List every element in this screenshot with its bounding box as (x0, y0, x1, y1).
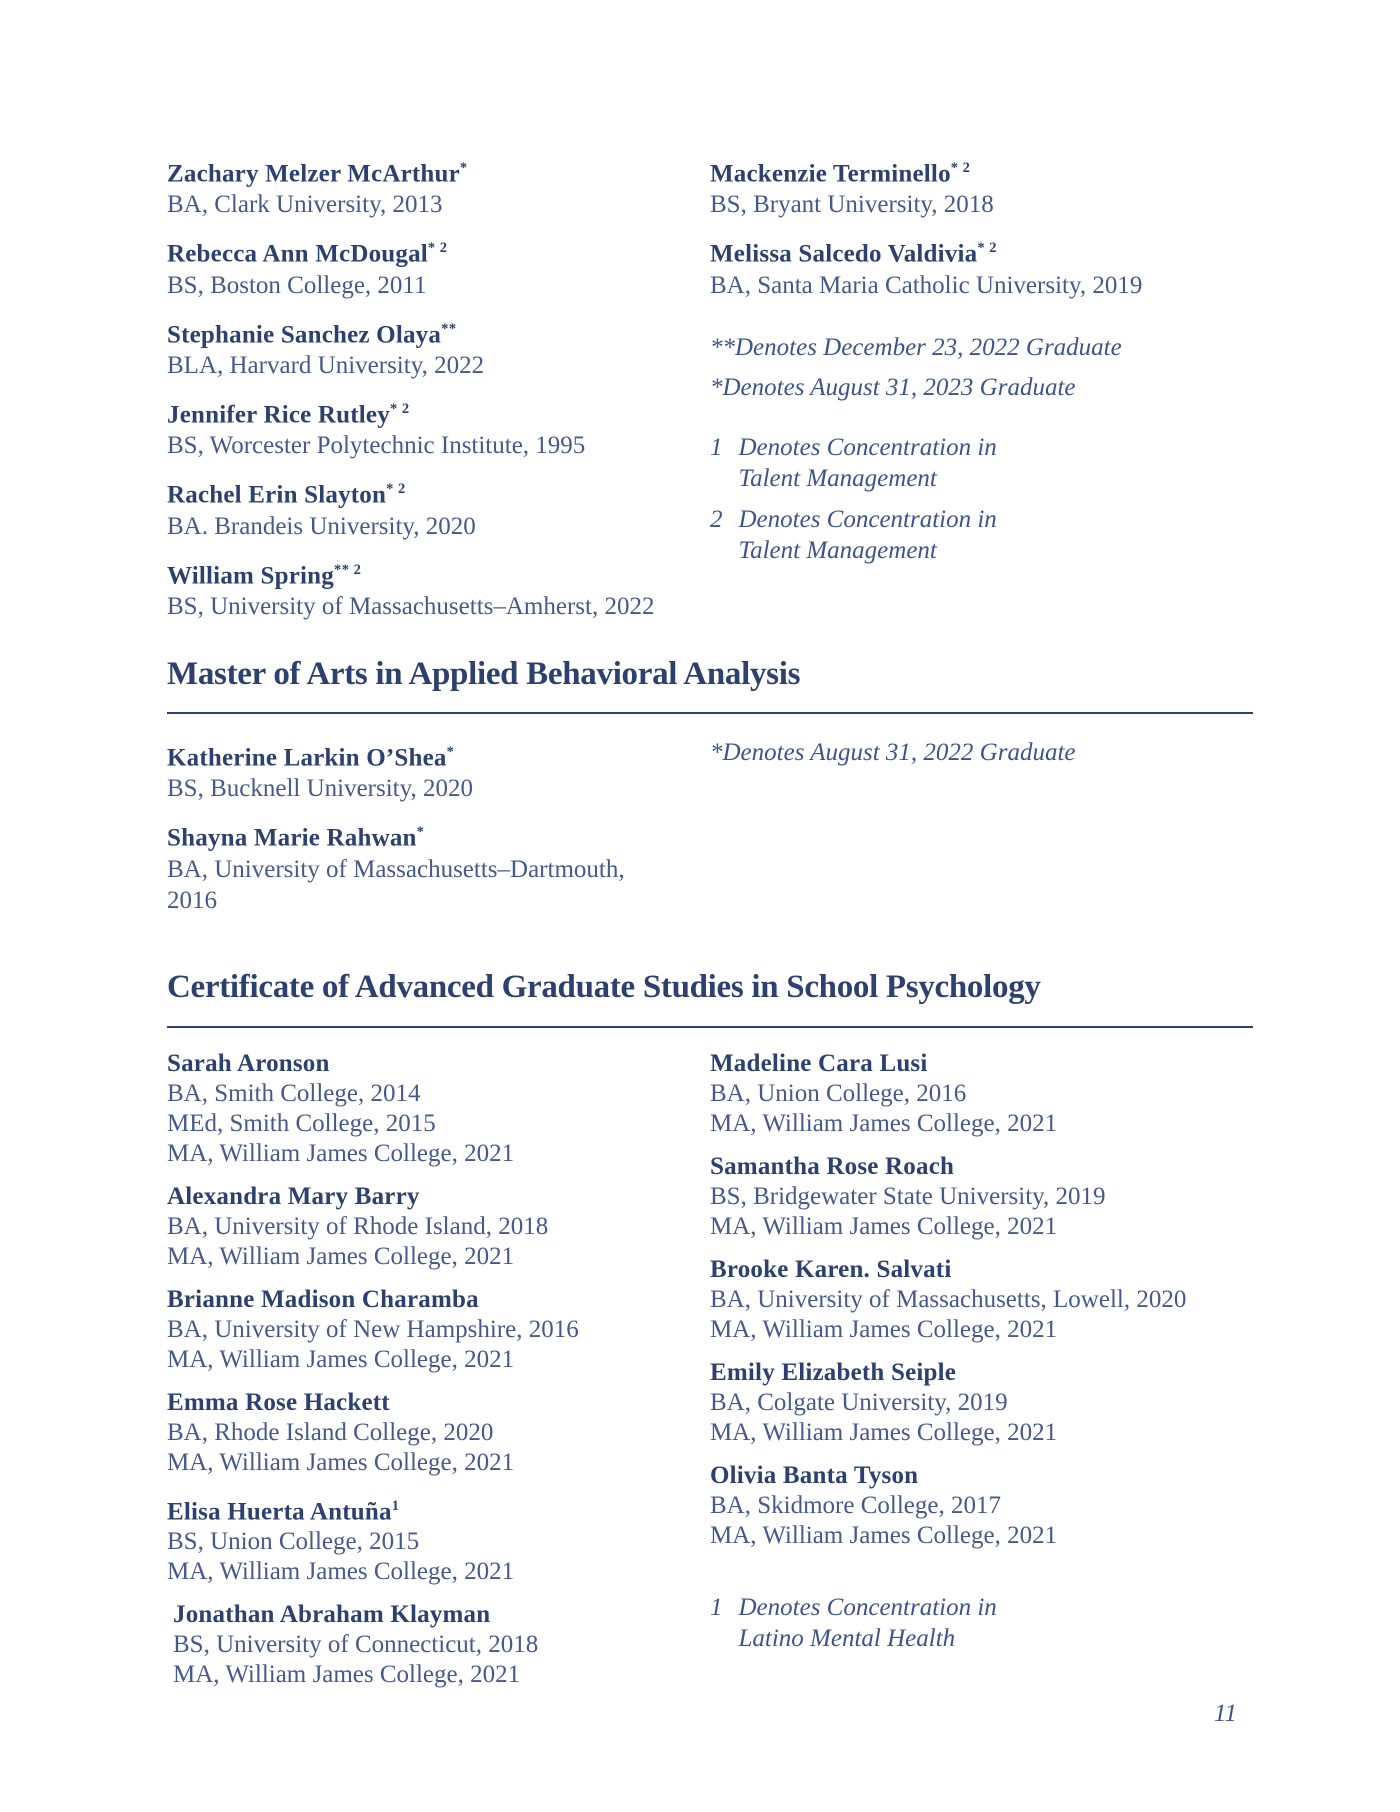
graduate-marker: * 2 (386, 481, 406, 498)
graduate-entry (710, 153, 1270, 220)
degree-line: MA, William James College, 2021 (167, 1558, 515, 1586)
graduate-name: Brianne Madison Charamba (167, 1286, 479, 1313)
graduate-entry (167, 314, 712, 381)
degree-line: BS, Boston College, 2011 (167, 271, 427, 299)
note-number: 1 (710, 1594, 723, 1621)
graduate-name (167, 737, 727, 773)
note-line: Talent Management (738, 465, 937, 492)
graduate-name (167, 1491, 712, 1527)
degree-line: MEd, Smith College, 2015 (167, 1110, 436, 1137)
graduate-name-text: William Spring (167, 561, 334, 589)
graduate-name-text: Elisa Huerta Antuña (167, 1498, 392, 1526)
degree-line: BA, University of Massachusetts–Dartmouth, (167, 855, 625, 883)
degree-line: MA, William James College, 2021 (710, 1419, 1058, 1446)
degree-line: BS, Bridgewater State University, 2019 (710, 1183, 1106, 1210)
section-title-cags-school-psychology: Certificate of Advanced Graduate Studies in School Psychology (167, 969, 1041, 1005)
graduate-entry (167, 737, 727, 804)
cags-right-column (710, 1049, 1270, 1564)
note-number: 2 (710, 506, 723, 533)
graduate-name: Emily Elizabeth Seiple (710, 1359, 957, 1386)
degree-line: BA, Rhode Island College, 2020 (167, 1419, 494, 1446)
graduate-name-text: Katherine Larkin O’Shea (167, 744, 447, 772)
aba-star-note: *Denotes August 31, 2022 Graduate (710, 739, 1076, 766)
degree-line: BS, University of Massachusetts–Amherst, 2022 (167, 592, 655, 620)
graduate-entry (167, 1049, 712, 1169)
aba-entries-column (167, 737, 727, 929)
graduate-marker: * (416, 824, 425, 841)
graduate-entry (167, 1285, 712, 1375)
graduate-entry (167, 817, 727, 915)
degree-line: BA, Colgate University, 2019 (710, 1389, 1008, 1416)
degree-line: MA, William James College, 2021 (710, 1522, 1058, 1549)
graduate-name (167, 394, 712, 430)
graduate-entry (710, 233, 1270, 300)
degree-line: BA. Brandeis University, 2020 (167, 512, 476, 540)
cags-numbered-note (710, 1592, 997, 1664)
degree-line: BS, Bucknell University, 2020 (167, 775, 474, 803)
degree-line: BA, University of Massachusetts, Lowell, 2020 (710, 1286, 1187, 1313)
graduate-marker: * 2 (950, 160, 971, 176)
graduate-name: Madeline Cara Lusi (710, 1050, 928, 1077)
cags-left-column (167, 1049, 712, 1703)
degree-line: BA, Clark University, 2013 (167, 191, 443, 219)
graduate-entry (710, 1358, 1270, 1448)
degree-line: BS, Union College, 2015 (167, 1528, 420, 1556)
graduate-name (167, 153, 712, 189)
graduate-name: Brooke Karen. Salvati (710, 1256, 952, 1283)
degree-line: BA, Smith College, 2014 (167, 1080, 421, 1107)
degree-line: MA, William James College, 2021 (167, 1346, 515, 1373)
concentration-note (710, 432, 997, 494)
degree-line: BA, University of Rhode Island, 2018 (167, 1213, 549, 1240)
graduate-name-text: Mackenzie Terminello (710, 160, 951, 188)
degree-line: MA, William James College, 2021 (710, 1213, 1058, 1240)
degree-line: MA, William James College, 2021 (710, 1316, 1058, 1343)
graduate-name (167, 474, 712, 510)
graduate-marker: 1 (391, 1498, 400, 1514)
graduate-entry (167, 394, 712, 461)
graduate-name (167, 314, 712, 350)
concentration-note (710, 1592, 997, 1654)
degree-line: BA, Skidmore College, 2017 (710, 1492, 1001, 1519)
note-text (739, 432, 997, 494)
degree-line: BA, Union College, 2016 (710, 1080, 967, 1107)
graduate-marker: * (446, 744, 455, 760)
graduate-name-text: Jennifer Rice Rutley (167, 401, 390, 429)
graduate-name: Sarah Aronson (167, 1050, 330, 1077)
note-line: Denotes Concentration in (738, 506, 997, 533)
degree-line: MA, William James College, 2021 (710, 1110, 1058, 1137)
degree-line: BA, University of New Hampshire, 2016 (167, 1316, 579, 1343)
note-line: Talent Management (738, 537, 937, 564)
graduate-name-text: Rachel Erin Slayton (167, 481, 387, 509)
graduate-name: Jonathan Abraham Klayman (173, 1601, 491, 1629)
degree-line: MA, William James College, 2021 (167, 1243, 515, 1270)
graduate-marker: * 2 (427, 240, 448, 257)
top-numbered-notes (710, 432, 997, 576)
graduate-name: Alexandra Mary Barry (167, 1183, 420, 1210)
top-list-right-column (710, 153, 1270, 314)
graduate-name: Olivia Banta Tyson (710, 1462, 919, 1489)
graduate-name-text: Rebecca Ann McDougal (167, 240, 428, 268)
graduate-entry (167, 1182, 712, 1272)
top-list-left-column (167, 153, 712, 635)
graduate-entry (167, 555, 712, 622)
graduate-name-text: Shayna Marie Rahwan (167, 824, 417, 852)
page-number: 11 (1213, 1700, 1237, 1727)
graduate-name (710, 233, 1270, 269)
graduate-marker: ** 2 (333, 561, 362, 578)
graduate-marker: * (459, 160, 468, 176)
degree-line: MA, William James College, 2021 (173, 1661, 521, 1689)
degree-line: BA, Santa Maria Catholic University, 2019 (710, 271, 1143, 299)
graduate-name-text: Zachary Melzer McArthur (167, 160, 460, 188)
section-title-applied-behavioral-analysis: Master of Arts in Applied Behavioral Analysis (167, 656, 801, 692)
section-divider-rule (167, 712, 1253, 714)
graduate-name: Emma Rose Hackett (167, 1389, 390, 1416)
graduate-marker: ** (441, 320, 457, 337)
top-star-notes (710, 332, 1122, 412)
graduate-entry (710, 1255, 1270, 1345)
graduate-name-text: Melissa Salcedo Valdivia (710, 240, 978, 268)
degree-line: BLA, Harvard University, 2022 (167, 351, 485, 379)
graduate-entry (710, 1152, 1270, 1242)
note-line: Denotes Concentration in (738, 434, 997, 461)
graduate-entry (710, 1461, 1270, 1551)
graduate-entry (167, 1600, 712, 1690)
graduate-marker: * 2 (977, 240, 997, 257)
graduate-name (710, 153, 1270, 189)
graduate-entry (167, 474, 712, 541)
note-number: 1 (710, 434, 723, 461)
graduate-name (167, 233, 712, 269)
note-line: Latino Mental Health (738, 1625, 956, 1652)
graduate-entry (167, 153, 712, 220)
degree-line: BS, University of Connecticut, 2018 (173, 1631, 539, 1659)
degree-line: BS, Bryant University, 2018 (710, 191, 994, 219)
degree-line: BS, Worcester Polytechnic Institute, 1995 (167, 432, 586, 460)
degree-line: MA, William James College, 2021 (167, 1449, 515, 1476)
section-divider-rule (167, 1026, 1253, 1028)
graduate-marker: * 2 (389, 400, 410, 417)
graduate-entry (167, 1491, 712, 1587)
note-text (739, 504, 997, 566)
note-line: Denotes Concentration in (738, 1594, 997, 1621)
graduate-name (167, 817, 727, 853)
graduate-entry (710, 1049, 1270, 1139)
concentration-note (710, 504, 997, 566)
graduate-entry (167, 233, 712, 300)
note-text (739, 1592, 997, 1654)
star-note: **Denotes December 23, 2022 Graduate (710, 334, 1122, 361)
graduate-name: Samantha Rose Roach (710, 1153, 955, 1180)
graduate-name (167, 555, 712, 591)
graduate-name-text: Stephanie Sanchez Olaya (167, 320, 442, 348)
degree-line: 2016 (167, 886, 217, 914)
graduate-entry (167, 1388, 712, 1478)
star-note: *Denotes August 31, 2023 Graduate (710, 374, 1076, 401)
degree-line: MA, William James College, 2021 (167, 1140, 515, 1167)
